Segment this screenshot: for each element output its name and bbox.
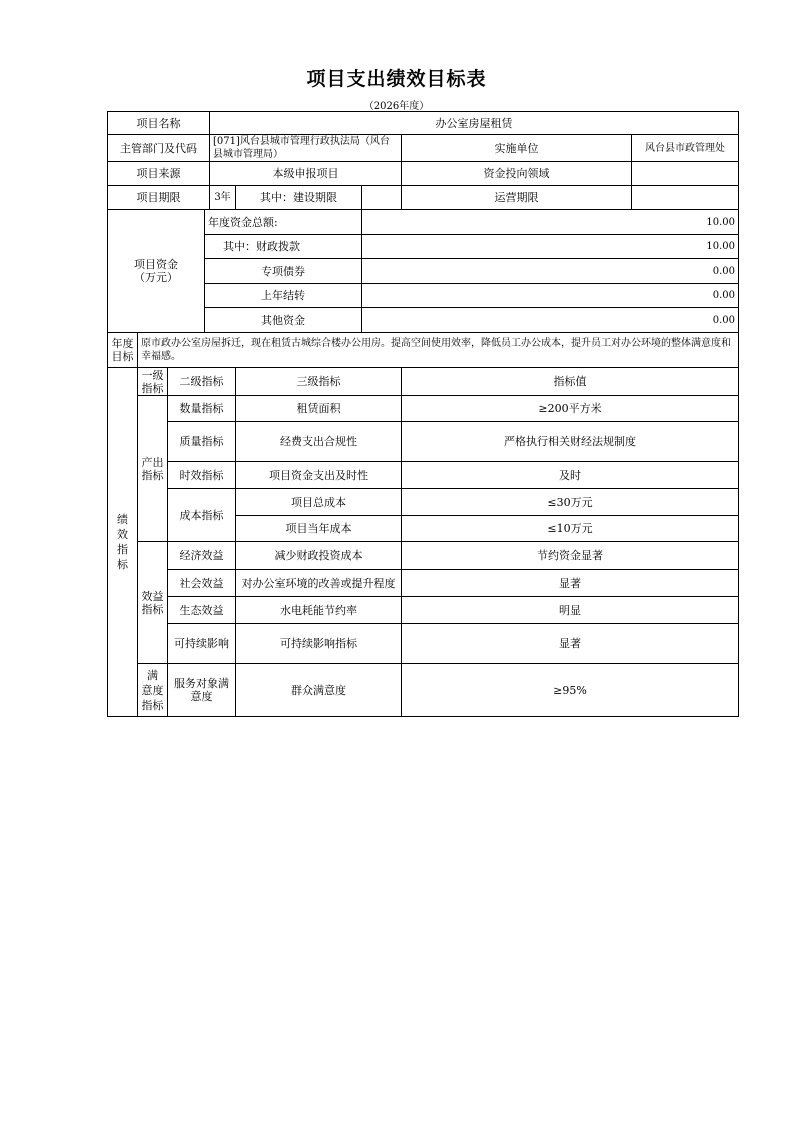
op-period-value (632, 186, 739, 210)
output-label-line1: 产出 (141, 455, 164, 469)
cost-total-level3: 项目总成本 (236, 489, 402, 516)
row-source (108, 162, 739, 186)
indicators-main-char: 指 (117, 543, 128, 556)
table-row (108, 489, 739, 516)
sustainable-value: 显著 (402, 624, 739, 664)
economic-level2: 经济效益 (168, 542, 236, 570)
invest-field-value (632, 162, 739, 186)
fund-row (108, 210, 739, 235)
cost-total-value: ≤30万元 (402, 489, 739, 516)
performance-target-table (107, 111, 739, 717)
ecological-value: 明显 (402, 597, 739, 624)
annual-goal-label-line2: 目标 (111, 350, 134, 363)
invest-field-label: 资金投向领域 (402, 162, 632, 186)
timeliness-level2: 时效指标 (168, 462, 236, 489)
fund-bond-label: 专项债券 (205, 259, 362, 284)
header-level1-line2: 指标 (141, 381, 164, 395)
timeliness-level3: 项目资金支出及时性 (236, 462, 402, 489)
table-row (108, 462, 739, 489)
op-period-label: 运营期限 (402, 186, 632, 210)
project-name-value: 办公室房屋租赁 (210, 112, 739, 135)
header-level2: 二级指标 (168, 368, 236, 396)
page-title: 项目支出绩效目标表 (306, 68, 487, 90)
funds-label-line1: 项目资金 (134, 258, 178, 271)
quality-level3: 经费支出合规性 (236, 422, 402, 462)
table-row (108, 597, 739, 624)
row-period (108, 186, 739, 210)
row-annual-goal (108, 333, 739, 368)
impl-unit-value: 风台县市政管理处 (632, 135, 739, 162)
source-label: 项目来源 (108, 162, 210, 186)
header-level1-line1: 一级 (141, 368, 164, 382)
benefit-label-line1: 效益 (141, 589, 164, 603)
fund-carryover-label: 上年结转 (205, 284, 362, 308)
quantity-level2: 数量指标 (168, 396, 236, 422)
benefit-label-line2: 指标 (141, 602, 164, 616)
cost-year-level3: 项目当年成本 (236, 516, 402, 542)
economic-level3: 减少财政投资成本 (236, 542, 402, 570)
indicators-main-char: 效 (117, 528, 128, 541)
impl-unit-label: 实施单位 (402, 135, 632, 162)
funds-label-line2: （万元） (134, 271, 178, 284)
source-value: 本级申报项目 (210, 162, 402, 186)
benefit-indicator-label (138, 542, 168, 664)
fund-bond-value: 0.00 (362, 259, 739, 284)
ecological-level3: 水电耗能节约率 (236, 597, 402, 624)
satisfaction-char: 意 (141, 683, 153, 697)
table-row (108, 422, 739, 462)
quantity-value: ≥200平方米 (402, 396, 739, 422)
indicators-main-label (108, 368, 138, 717)
department-value: [071]风台县城市管理行政执法局（风台县城市管理局） (210, 135, 402, 162)
table-row (108, 396, 739, 422)
fund-fiscal-label: 其中：财政拨款 (205, 235, 362, 259)
fund-total-label: 年度资金总额: (205, 210, 362, 235)
social-level3: 对办公室环境的改善或提升程度 (236, 570, 402, 597)
department-label: 主管部门及代码 (108, 135, 210, 162)
sustainable-level2: 可持续影响 (168, 624, 236, 664)
indicator-header-row (108, 368, 739, 396)
sustainable-level3: 可持续影响指标 (236, 624, 402, 664)
period-value: 3年 (210, 186, 236, 210)
satisfaction-level2: 服务对象满意度 (168, 664, 236, 717)
quality-level2: 质量指标 (168, 422, 236, 462)
row-project-name (108, 112, 739, 135)
output-indicator-label (138, 396, 168, 542)
table-row (108, 664, 739, 717)
table-row (108, 570, 739, 597)
satisfaction-char: 标 (152, 698, 164, 712)
fund-fiscal-value: 10.00 (362, 235, 739, 259)
table-row (108, 542, 739, 570)
satisfaction-value: ≥95% (402, 664, 739, 717)
indicators-main-char: 标 (117, 558, 128, 571)
header-value: 指标值 (402, 368, 739, 396)
fiscal-year: （2026年度） (363, 101, 430, 112)
satisfaction-char: 满 (147, 668, 158, 682)
period-label: 项目期限 (108, 186, 210, 210)
fund-other-label: 其他资金 (205, 308, 362, 333)
table-row (108, 624, 739, 664)
row-department (108, 135, 739, 162)
quality-value: 严格执行相关财经法规制度 (402, 422, 739, 462)
annual-goal-label (108, 333, 138, 368)
funds-label (108, 210, 205, 333)
header-level1 (138, 368, 168, 396)
annual-goal-label-line1: 年度 (111, 337, 134, 350)
output-label-line2: 指标 (141, 468, 164, 482)
fund-other-value: 0.00 (362, 308, 739, 333)
header-level3: 三级指标 (236, 368, 402, 396)
social-value: 显著 (402, 570, 739, 597)
ecological-level2: 生态效益 (168, 597, 236, 624)
economic-value: 节约资金显著 (402, 542, 739, 570)
cost-year-value: ≤10万元 (402, 516, 739, 542)
satisfaction-level3: 群众满意度 (236, 664, 402, 717)
social-level2: 社会效益 (168, 570, 236, 597)
build-period-value (362, 186, 402, 210)
timeliness-value: 及时 (402, 462, 739, 489)
fund-carryover-value: 0.00 (362, 284, 739, 308)
build-period-label: 其中：建设期限 (236, 186, 362, 210)
quantity-level3: 租赁面积 (236, 396, 402, 422)
satisfaction-indicator-label (138, 664, 168, 717)
fund-total-value: 10.00 (362, 210, 739, 235)
satisfaction-char: 指 (141, 698, 153, 712)
cost-level2: 成本指标 (168, 489, 236, 542)
annual-goal-text: 原市政办公室房屋拆迁，现在租赁古城综合楼办公用房。提高空间使用效率，降低员工办公成本，提升员工对办公环境的整体满意度和幸福感。 (138, 333, 739, 368)
project-name-label: 项目名称 (108, 112, 210, 135)
indicators-main-char: 绩 (117, 513, 128, 526)
satisfaction-char: 度 (152, 683, 164, 697)
